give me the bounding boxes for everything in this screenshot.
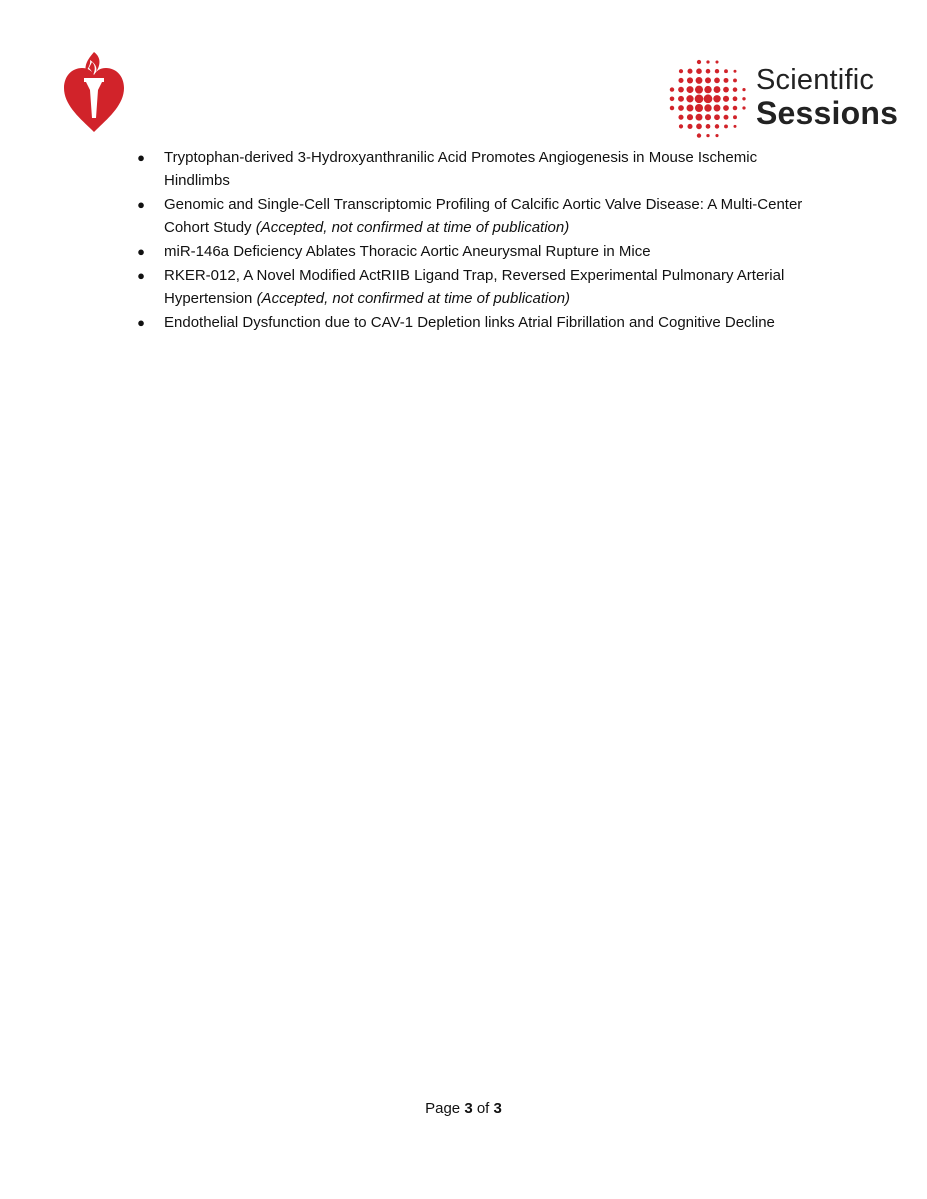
globe-dot: [714, 78, 720, 84]
publication-title: Genomic and Single-Cell Transcriptomic Profiling of Calcific Aortic Valve Disease: A Multi-Center Cohort Study: [164, 196, 803, 236]
globe-dot: [670, 87, 674, 91]
globe-dot: [724, 124, 728, 128]
globe-dot: [678, 78, 683, 83]
globe-dot: [706, 134, 709, 137]
globe-dot: [733, 115, 737, 119]
globe-dot: [742, 97, 745, 100]
list-item: [136, 240, 826, 263]
globe-dot: [742, 88, 745, 91]
globe-dot: [695, 104, 703, 112]
globe-dot: [704, 86, 711, 93]
globe-dot: [679, 69, 683, 73]
globe-dot: [678, 105, 684, 111]
globe-dot: [715, 60, 718, 63]
publication-title: RKER-012, A Novel Modified ActRIIB Ligand Trap, Reversed Experimental Pulmonary Arterial Hypertension: [164, 267, 785, 307]
globe-dot: [734, 70, 737, 73]
globe-dot: [670, 106, 674, 110]
bullet-icon: ●: [137, 150, 145, 165]
globe-dot: [686, 95, 693, 102]
bullet-icon: ●: [137, 197, 145, 212]
globe-dot: [687, 69, 692, 74]
dotted-globe-icon: [668, 56, 746, 142]
globe-dot: [687, 114, 693, 120]
globe-dot: [687, 77, 693, 83]
bullet-icon: ●: [137, 268, 145, 283]
globe-dot: [696, 114, 703, 121]
globe-dot: [679, 124, 683, 128]
globe-dot: [714, 86, 721, 93]
logo-line-scientific: Scientific: [756, 64, 875, 96]
publication-note: (Accepted, not confirmed at time of publication): [255, 219, 570, 236]
globe-dot: [723, 87, 729, 93]
globe-dot: [724, 78, 729, 83]
heart-torch-icon: [62, 48, 126, 134]
globe-dot: [724, 69, 728, 73]
globe-dot: [687, 86, 694, 93]
scientific-sessions-wordmark: [756, 66, 898, 129]
globe-dot: [733, 106, 738, 111]
publication-title: miR-146a Deficiency Ablates Thoracic Aortic Aneurysmal Rupture in Mice: [164, 243, 651, 260]
page-number: [0, 1100, 927, 1117]
list-item: [136, 311, 826, 334]
globe-dot: [706, 124, 711, 129]
globe-dot: [715, 134, 718, 137]
scientific-sessions-logo: [668, 56, 908, 142]
publication-title: Endothelial Dysfunction due to CAV-1 Depletion links Atrial Fibrillation and Cognitive Decline: [164, 314, 775, 331]
globe-dot: [706, 69, 711, 74]
globe-dot: [733, 78, 737, 82]
of-label: of: [476, 1100, 490, 1117]
globe-dot: [705, 114, 711, 120]
globe-dot: [733, 87, 738, 92]
list-item: [136, 193, 826, 239]
current-page: 3: [464, 1100, 473, 1117]
globe-dot: [715, 69, 719, 73]
globe-dot: [695, 94, 704, 103]
logo-line-sessions: Sessions: [756, 95, 899, 131]
publication-title: Tryptophan-derived 3-Hydroxyanthranilic Acid Promotes Angiogenesis in Mouse Ischemic Hindlimbs: [164, 149, 758, 189]
globe-dot: [742, 106, 745, 109]
globe-dot: [714, 114, 720, 120]
globe-dot: [704, 104, 711, 111]
globe-dot: [713, 95, 720, 102]
globe-dot: [670, 97, 675, 102]
list-item: [136, 146, 826, 192]
bullet-icon: ●: [137, 244, 145, 259]
heart-torch-logo: [62, 48, 126, 134]
globe-dot: [687, 124, 692, 129]
publication-list: [136, 146, 826, 334]
globe-dot: [696, 124, 702, 130]
globe-dot: [705, 77, 711, 83]
globe-dot: [724, 115, 729, 120]
bullet-icon: ●: [137, 315, 145, 330]
globe-dot: [696, 68, 702, 74]
globe-dot: [723, 105, 729, 111]
globe-dot: [733, 96, 738, 101]
globe-dot: [697, 60, 701, 64]
globe-dot: [715, 124, 719, 128]
globe-dot: [706, 60, 709, 63]
total-pages: 3: [493, 1100, 502, 1117]
globe-dot: [696, 77, 703, 84]
globe-dot: [733, 125, 736, 128]
page-label: Page: [425, 1100, 461, 1117]
globe-dot: [678, 115, 683, 120]
globe-dot: [704, 94, 713, 103]
globe-dot: [678, 87, 684, 93]
globe-dot: [687, 105, 694, 112]
globe-dot: [695, 86, 703, 94]
globe-dot: [714, 105, 721, 112]
globe-dot: [678, 96, 684, 102]
globe-dot: [723, 96, 729, 102]
globe-dot: [697, 133, 701, 137]
list-item: [136, 264, 826, 310]
publication-note: (Accepted, not confirmed at time of publication): [256, 290, 571, 307]
